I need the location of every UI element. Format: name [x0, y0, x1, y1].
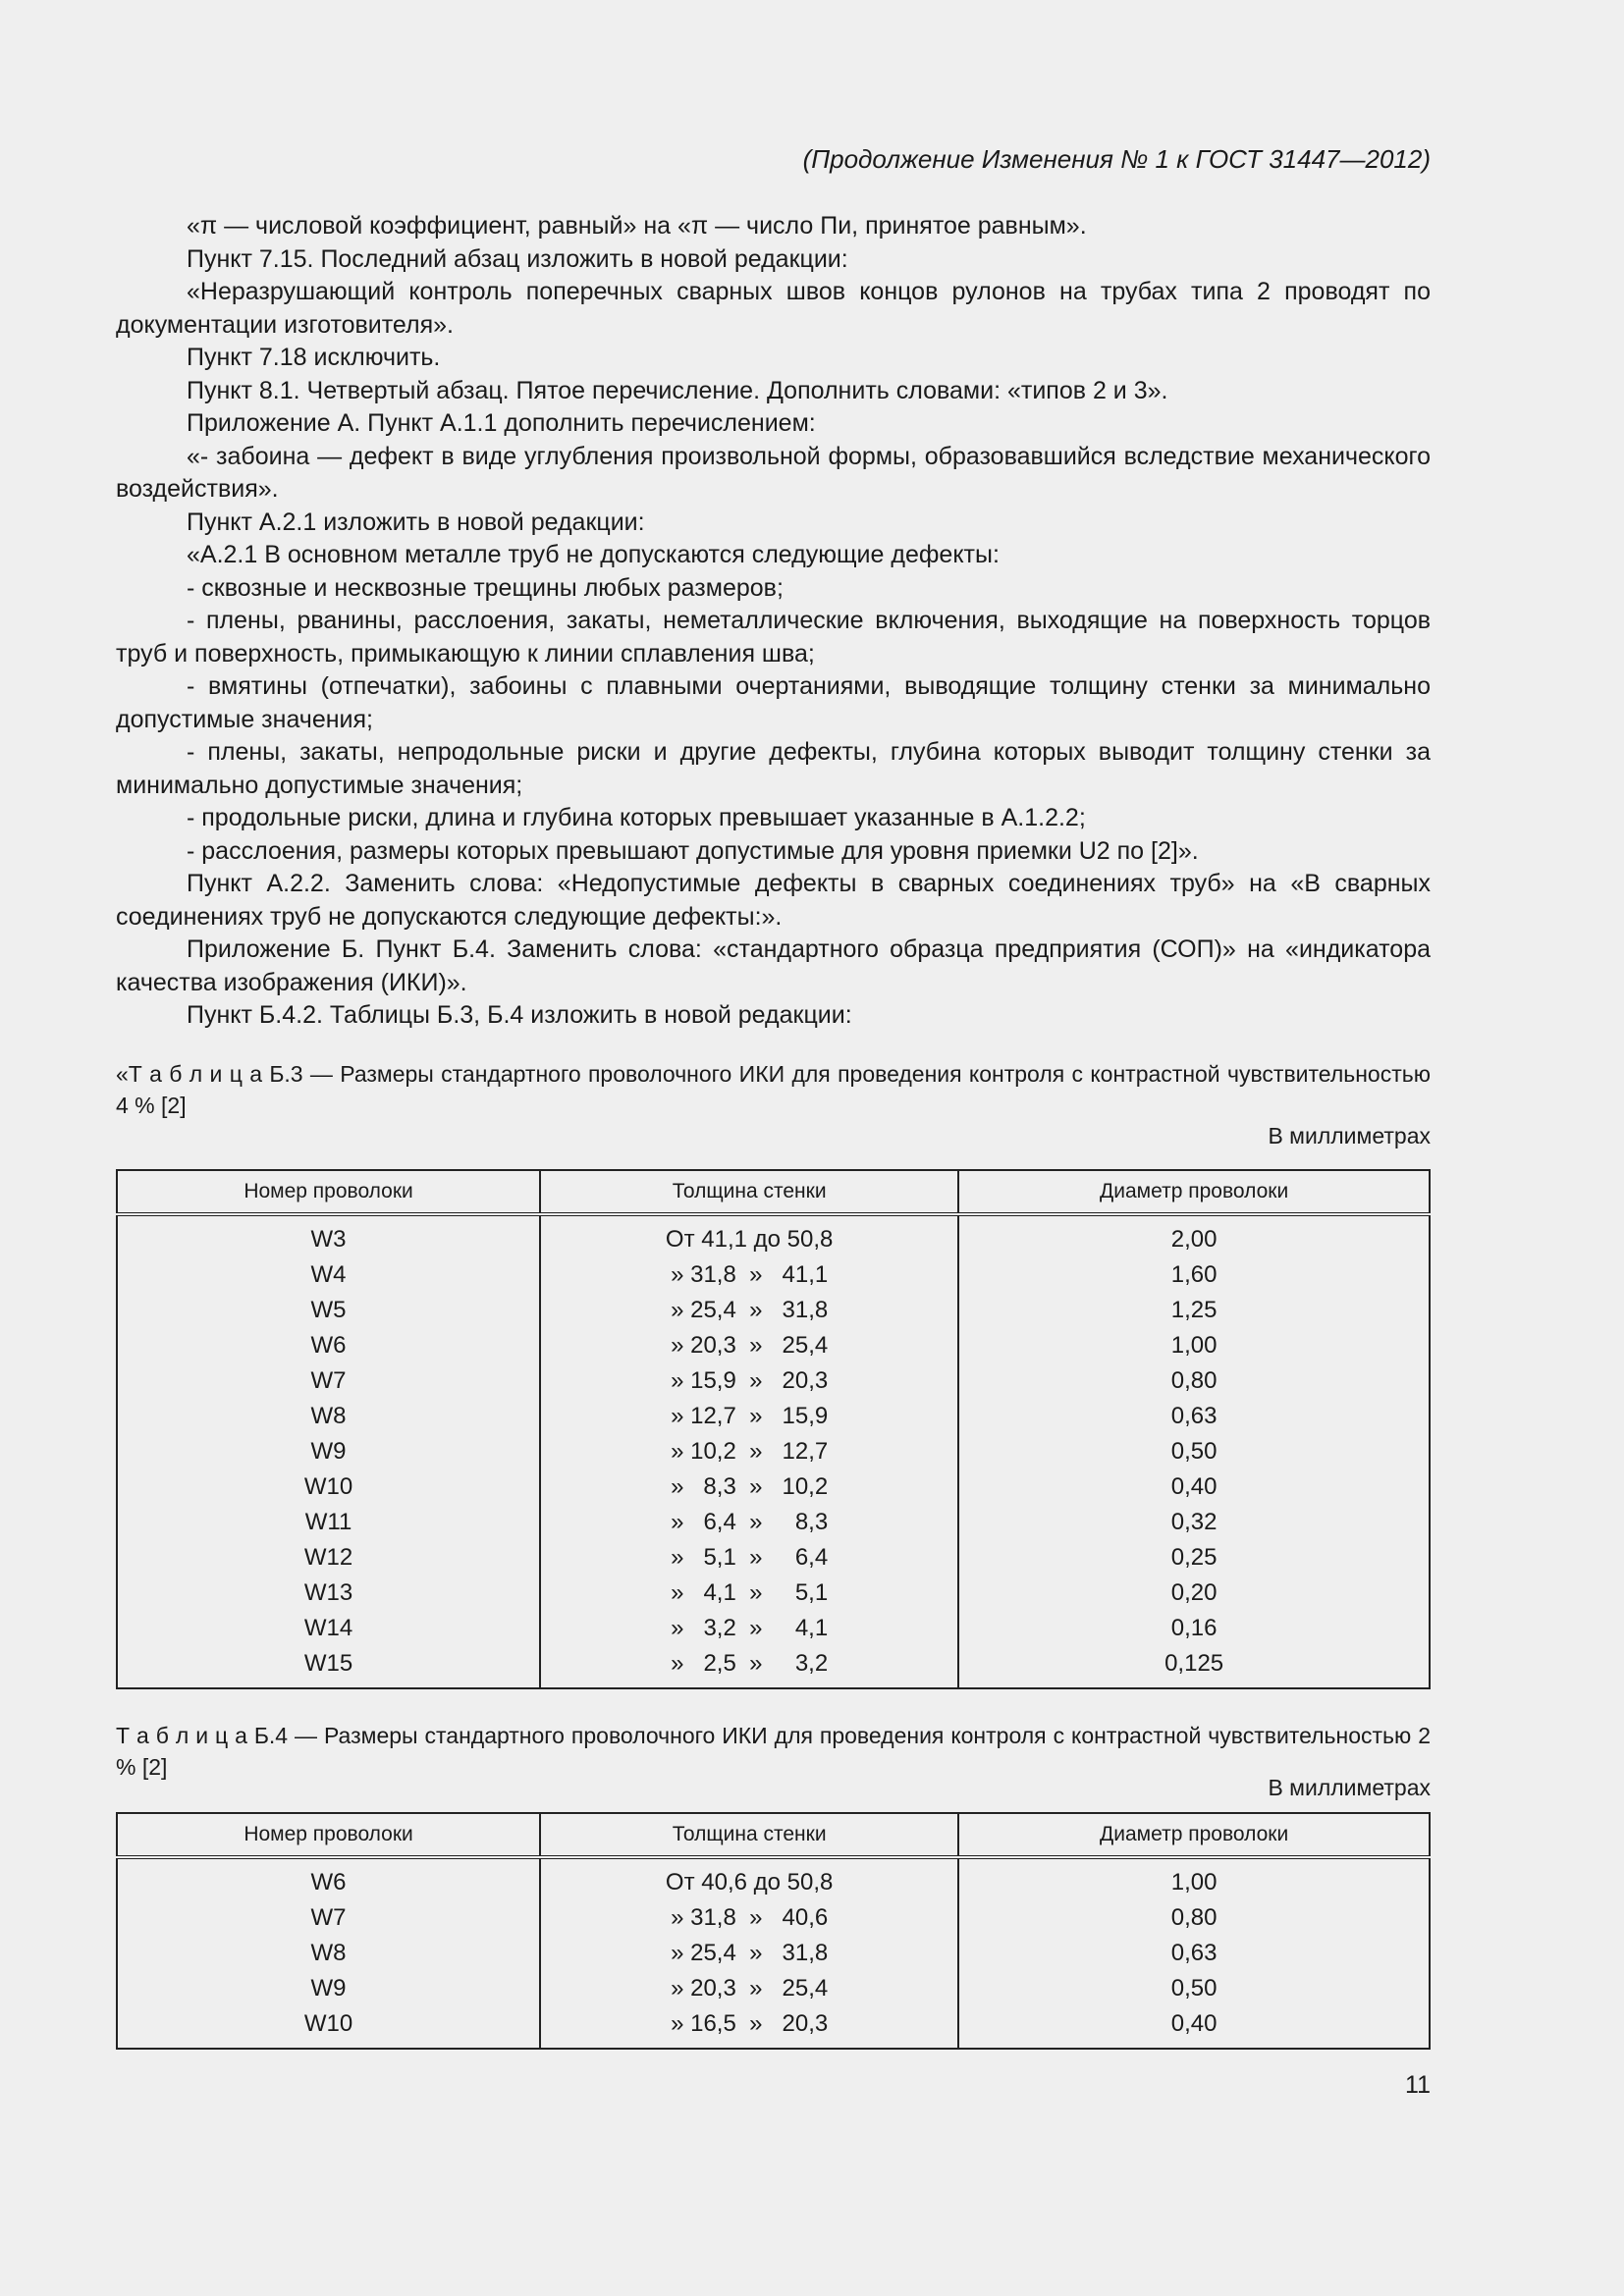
table-cell [540, 1257, 958, 1293]
table-cell [117, 1214, 540, 1257]
table-row [117, 1328, 1430, 1363]
cell-text: » 10,2 » 12,7 [671, 1438, 829, 1465]
table-row [117, 1505, 1430, 1540]
table-row [117, 1857, 1430, 1900]
cell-text: W9 [310, 1438, 347, 1465]
table-row [117, 1575, 1430, 1611]
column-header: Толщина стенки [540, 1170, 958, 1214]
table-b3-unit: В миллиметрах [1268, 1123, 1431, 1148]
cell-text: 0,80 [1170, 1904, 1218, 1931]
paragraph: Пункт Б.4.2. Таблицы Б.3, Б.4 изложить в новой редакции: [187, 1001, 852, 1029]
cell-text: 1,25 [1170, 1297, 1218, 1323]
cell-text: W10 [303, 2010, 353, 2037]
table-cell [958, 1611, 1430, 1646]
cell-text: 1,60 [1170, 1261, 1218, 1288]
paragraph: «- забоина — дефект в виде углубления произвольной формы, образовавшийся вследствие механического воздействия». [116, 442, 1431, 503]
cell-text: W10 [303, 1473, 353, 1500]
table-cell [958, 1540, 1430, 1575]
paragraph: Пункт 7.15. Последний абзац изложить в новой редакции: [187, 244, 848, 273]
table-row [117, 1936, 1430, 1971]
table-cell [958, 2006, 1430, 2049]
table-cell [117, 1971, 540, 2006]
table-cell [958, 1575, 1430, 1611]
table-cell [958, 1214, 1430, 1257]
table-cell [958, 1646, 1430, 1688]
table-row [117, 1363, 1430, 1399]
column-header: Диаметр проволоки [958, 1813, 1430, 1857]
cell-text: » 25,4 » 31,8 [671, 1297, 829, 1323]
table-cell [958, 1399, 1430, 1434]
table-cell [117, 1293, 540, 1328]
cell-text: W7 [310, 1904, 347, 1931]
cell-text: » 31,8 » 40,6 [671, 1904, 829, 1931]
cell-text: W3 [310, 1226, 347, 1253]
cell-text: От 40,6 до 50,8 [665, 1869, 834, 1896]
cell-text: » 20,3 » 25,4 [671, 1332, 829, 1359]
cell-text: 0,50 [1170, 1975, 1218, 2002]
table-cell [958, 1505, 1430, 1540]
paragraph: Приложение Б. Пункт Б.4. Заменить слова: «стандартного образца предприятия (СОП)» на «индикатора качества изображения (ИКИ)». [116, 935, 1431, 996]
table-cell [117, 1434, 540, 1469]
table-cell [540, 2006, 958, 2049]
cell-text: 0,63 [1170, 1403, 1218, 1429]
paragraph: - плены, рванины, расслоения, закаты, неметаллические включения, выходящие на поверхность торцов труб и поверхность, примыкающую к линии сплавления шва; [116, 607, 1431, 667]
table-b3-body [117, 1214, 1430, 1688]
table-cell [540, 1936, 958, 1971]
column-header: Диаметр проволоки [958, 1170, 1430, 1214]
table-cell [117, 1936, 540, 1971]
table-cell [540, 1328, 958, 1363]
table-cell [540, 1900, 958, 1936]
cell-text: 1,00 [1170, 1332, 1218, 1359]
cell-text: » 5,1 » 6,4 [671, 1544, 829, 1571]
cell-text: W14 [303, 1615, 353, 1641]
cell-text: 0,125 [1164, 1650, 1224, 1677]
cell-text: 0,40 [1170, 1473, 1218, 1500]
table-cell [958, 1900, 1430, 1936]
cell-text: » 12,7 » 15,9 [671, 1403, 829, 1429]
table-b4-caption: Т а б л и ц а Б.4 — Размеры стандартного проволочного ИКИ для проведения контроля с контрастной чувствительностью 2 % [2] [116, 1723, 1431, 1780]
cell-text: » 8,3 » 10,2 [671, 1473, 829, 1500]
table-cell [117, 1575, 540, 1611]
table-cell [117, 1900, 540, 1936]
cell-text: » 3,2 » 4,1 [671, 1615, 829, 1641]
table-cell [540, 1293, 958, 1328]
cell-text: 0,25 [1170, 1544, 1218, 1571]
paragraph: Пункт А.2.2. Заменить слова: «Недопустимые дефекты в сварных соединениях труб» на «В сварных соединениях труб не допускаются следующие дефекты:». [116, 870, 1431, 931]
cell-text: » 25,4 » 31,8 [671, 1940, 829, 1966]
table-row [117, 2006, 1430, 2049]
table-cell [958, 1328, 1430, 1363]
paragraph: «π — числовой коэффициент, равный» на «π — число Пи, принятое равным». [187, 212, 1087, 240]
cell-text: » 6,4 » 8,3 [671, 1509, 829, 1535]
paragraph: Пункт А.2.1 изложить в новой редакции: [187, 507, 645, 536]
cell-text: » 20,3 » 25,4 [671, 1975, 829, 2002]
cell-text: W6 [310, 1869, 347, 1896]
page-header: (Продолжение Изменения № 1 к ГОСТ 31447—2012) [802, 144, 1431, 174]
table-cell [117, 1611, 540, 1646]
table-cell [540, 1971, 958, 2006]
cell-text: 2,00 [1170, 1226, 1218, 1253]
table-b3 [116, 1169, 1431, 1689]
table-cell [117, 2006, 540, 2049]
table-cell [117, 1857, 540, 1900]
table-row [117, 1257, 1430, 1293]
cell-text: 0,20 [1170, 1579, 1218, 1606]
paragraph: - вмятины (отпечатки), забоины с плавными очертаниями, выводящие толщину стенки за минимально допустимые значения; [116, 672, 1431, 733]
paragraph: «Неразрушающий контроль поперечных сварных швов концов рулонов на трубах типа 2 проводят по документации изготовителя». [116, 278, 1431, 339]
cell-text: От 41,1 до 50,8 [665, 1226, 834, 1253]
table-cell [540, 1505, 958, 1540]
table-cell [540, 1575, 958, 1611]
cell-text: 0,32 [1170, 1509, 1218, 1535]
cell-text: W7 [310, 1367, 347, 1394]
table-row [117, 1434, 1430, 1469]
cell-text: 0,63 [1170, 1940, 1218, 1966]
column-header: Толщина стенки [540, 1813, 958, 1857]
table-cell [958, 1469, 1430, 1505]
cell-text: W11 [304, 1509, 352, 1535]
table-cell [540, 1399, 958, 1434]
table-row [117, 1540, 1430, 1575]
cell-text: W13 [303, 1579, 353, 1606]
cell-text: W9 [310, 1975, 347, 2002]
table-row [117, 1399, 1430, 1434]
page-number: 11 [1405, 2071, 1431, 2099]
table-cell [958, 1363, 1430, 1399]
table-cell [117, 1646, 540, 1688]
table-b4-unit: В миллиметрах [1268, 1775, 1431, 1800]
table-cell [958, 1857, 1430, 1900]
table-row [117, 1900, 1430, 1936]
table-row [117, 1214, 1430, 1257]
table-cell [540, 1646, 958, 1688]
cell-text: W8 [310, 1403, 347, 1429]
table-b4 [116, 1812, 1431, 2050]
paragraph: - сквозные и несквозные трещины любых размеров; [187, 573, 784, 602]
paragraph: - продольные риски, длина и глубина которых превышает указанные в А.1.2.2; [187, 804, 1086, 831]
cell-text: » 4,1 » 5,1 [671, 1579, 829, 1606]
cell-text: 0,50 [1170, 1438, 1218, 1465]
table-row [117, 1293, 1430, 1328]
cell-text: » 15,9 » 20,3 [671, 1367, 829, 1394]
cell-text: » 31,8 » 41,1 [671, 1261, 829, 1288]
cell-text: » 16,5 » 20,3 [671, 2010, 829, 2037]
column-header: Номер проволоки [117, 1813, 540, 1857]
table-cell [958, 1257, 1430, 1293]
cell-text: W4 [310, 1261, 347, 1288]
table-cell [117, 1469, 540, 1505]
table-cell [958, 1936, 1430, 1971]
cell-text: 0,40 [1170, 2010, 1218, 2037]
cell-text: W5 [310, 1297, 347, 1323]
paragraph: Пункт 7.18 исключить. [187, 344, 441, 371]
paragraph: - плены, закаты, непродольные риски и другие дефекты, глубина которых выводит толщину стенки за минимально допустимые значения; [116, 738, 1431, 799]
table-cell [540, 1214, 958, 1257]
table-row [117, 1971, 1430, 2006]
table-cell [117, 1328, 540, 1363]
paragraph: - расслоения, размеры которых превышают допустимые для уровня приемки U2 по [2]». [187, 836, 1199, 865]
table-cell [117, 1363, 540, 1399]
cell-text: W15 [303, 1650, 353, 1677]
table-cell [117, 1399, 540, 1434]
table-cell [117, 1257, 540, 1293]
table-cell [540, 1540, 958, 1575]
table-cell [958, 1434, 1430, 1469]
table-cell [540, 1434, 958, 1469]
cell-text: 0,16 [1170, 1615, 1218, 1641]
paragraph: Пункт 8.1. Четвертый абзац. Пятое перечисление. Дополнить словами: «типов 2 и 3». [187, 376, 1168, 404]
table-cell [958, 1971, 1430, 2006]
body-text [116, 210, 1431, 1033]
cell-text: 0,80 [1170, 1367, 1218, 1394]
cell-text: 1,00 [1170, 1869, 1218, 1896]
paragraph: «А.2.1 В основном металле труб не допускаются следующие дефекты: [187, 541, 1000, 568]
table-cell [540, 1363, 958, 1399]
table-cell [540, 1857, 958, 1900]
table-b4-body [117, 1857, 1430, 2049]
paragraph: Приложение А. Пункт А.1.1 дополнить перечислением: [187, 409, 816, 437]
table-cell [958, 1293, 1430, 1328]
table-row [117, 1469, 1430, 1505]
table-cell [117, 1540, 540, 1575]
table-row [117, 1646, 1430, 1688]
table-cell [117, 1505, 540, 1540]
table-row [117, 1611, 1430, 1646]
cell-text: W12 [303, 1544, 353, 1571]
cell-text: W6 [310, 1332, 347, 1359]
cell-text: W8 [310, 1940, 347, 1966]
table-cell [540, 1611, 958, 1646]
table-cell [540, 1469, 958, 1505]
table-b3-caption: «Т а б л и ц а Б.3 — Размеры стандартного проволочного ИКИ для проведения контроля с контрастной чувствительностью 4 % [2] [116, 1061, 1431, 1118]
column-header: Номер проволоки [117, 1170, 540, 1214]
cell-text: » 2,5 » 3,2 [671, 1650, 829, 1677]
